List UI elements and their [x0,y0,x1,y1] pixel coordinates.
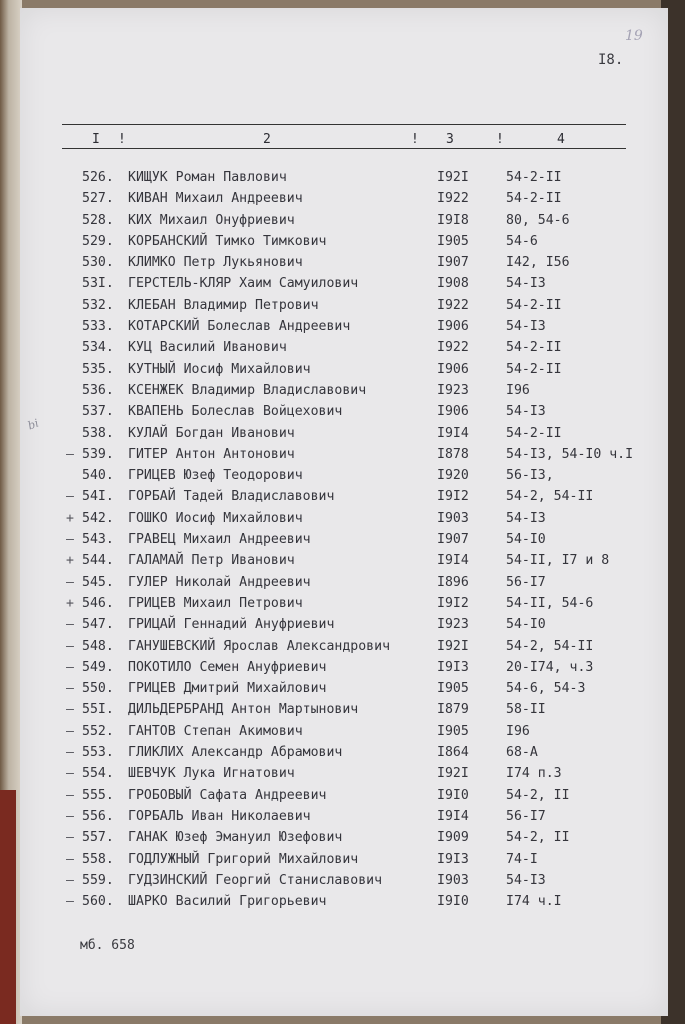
entry-number: 548. [82,638,114,654]
row-mark: — [66,723,74,739]
margin-pencil-note: bi [26,416,41,433]
entry-number: 528. [82,212,114,228]
birth-year: I920 [437,468,469,484]
list-item [0,468,685,489]
birth-year: I906 [437,361,469,377]
birth-year: I92I [437,766,469,782]
person-name: ГРОБОВЫЙ Сафата Андреевич [128,787,327,803]
entry-number: 538. [82,425,114,441]
person-name: ДИЛЬДЕРБРАНД Антон Мартынович [128,702,359,718]
list-item [0,213,685,234]
list-item [0,319,685,340]
person-name: КЛЕБАН Владимир Петрович [128,297,319,313]
person-name: КИВАН Михаил Андреевич [128,191,303,207]
entry-number: 54I. [82,489,114,505]
row-mark: — [66,830,74,846]
reference: 58-II [506,702,546,718]
birth-year: I906 [437,319,469,335]
list-item [0,702,685,723]
entry-number: 546. [82,595,114,611]
birth-year: I905 [437,723,469,739]
reference: 56-I3, [506,468,554,484]
person-name: КИХ Михаил Онуфриевич [128,212,295,228]
list-item [0,276,685,297]
list-item [0,745,685,766]
reference: 54-I3, 54-I0 ч.I [506,446,634,462]
birth-year: I9I3 [437,851,469,867]
list-item [0,255,685,276]
row-mark: — [66,787,74,803]
entry-number: 560. [82,894,114,910]
entry-number: 533. [82,319,114,335]
page-number: I8. [598,52,624,68]
column-header-1: I [92,132,100,147]
person-name: ГАНАК Юзеф Эмануил Юзефович [128,830,343,846]
list-item [0,426,685,447]
person-name: ГОРБАЙ Тадей Владиславович [128,489,335,505]
reference: 54-2-II [506,170,562,185]
reference: 54-2, 54-II [506,489,594,505]
birth-year: I9I0 [437,894,469,910]
entry-number: 558. [82,851,114,867]
reference: 54-6 [506,233,538,249]
column-header-4: 4 [557,132,565,147]
person-name: ПОКОТИЛО Семен Ануфриевич [128,659,327,675]
reference: 54-I3 [506,404,546,420]
entry-number: 547. [82,617,114,633]
person-name: ГРИЦЕВ Юзеф Теодорович [128,468,303,484]
birth-year: I907 [437,532,469,548]
list-item [0,575,685,596]
reference: 54-2, II [506,787,570,803]
person-name: КОТАРСКИЙ Болеслав Андреевич [128,319,351,335]
entry-number: 540. [82,468,114,484]
entry-number: 532. [82,297,114,313]
list-item [0,532,685,553]
row-mark: + [66,510,74,526]
row-mark: — [66,894,74,910]
birth-year: I905 [437,681,469,697]
person-name: КУЛАЙ Богдан Иванович [128,425,295,441]
person-name: ГЕРСТЕЛЬ-КЛЯР Хаим Самуилович [128,276,359,292]
row-mark: — [66,446,74,462]
birth-year: I864 [437,745,469,761]
list-item [0,852,685,873]
reference: 54-II, 54-6 [506,595,594,611]
row-mark: — [66,489,74,505]
list-item [0,809,685,830]
reference: 54-I0 [506,532,546,548]
row-mark: + [66,595,74,611]
reference: 54-I3 [506,872,546,888]
birth-year: I922 [437,191,469,207]
list-item [0,553,685,574]
list-item [0,404,685,425]
reference: 56-I7 [506,808,546,824]
row-mark: — [66,617,74,633]
person-name: КУТНЫЙ Иосиф Михайлович [128,361,311,377]
birth-year: I903 [437,510,469,526]
reference: I74 п.3 [506,766,562,782]
reference: I96 [506,382,530,398]
row-mark: — [66,681,74,697]
column-header-2: 2 [263,132,271,147]
birth-year: I923 [437,382,469,398]
list-item [0,170,685,191]
birth-year: I9I2 [437,595,469,611]
birth-year: I903 [437,872,469,888]
list-item [0,681,685,702]
column-separator: ! [496,132,504,147]
entries-list [0,170,685,915]
row-mark: — [66,808,74,824]
reference: 54-6, 54-3 [506,681,586,697]
reference: 54-I3 [506,510,546,526]
list-item [0,617,685,638]
row-mark: — [66,574,74,590]
birth-year: I9I0 [437,787,469,803]
entry-number: 535. [82,361,114,377]
column-header-3: 3 [446,132,454,147]
birth-year: I923 [437,617,469,633]
list-item [0,724,685,745]
person-name: КОРБАНСКИЙ Тимко Тимкович [128,233,327,249]
person-name: ГОДЛУЖНЫЙ Григорий Михайлович [128,851,359,867]
list-item [0,340,685,361]
birth-year: I9I3 [437,659,469,675]
reference: 56-I7 [506,574,546,590]
person-name: ГОШКО Иосиф Михайлович [128,510,303,526]
footer-text: мб. 658 [80,938,135,953]
person-name: КСЕНЖЕК Владимир Владиславович [128,382,367,398]
reference: I42, I56 [506,255,570,271]
row-mark: — [66,745,74,761]
birth-year: I907 [437,255,469,271]
entry-number: 555. [82,787,114,803]
birth-year: I896 [437,574,469,590]
pencil-page-number: 19 [625,28,643,44]
list-item [0,894,685,915]
entry-number: 549. [82,659,114,675]
reference: 74-I [506,851,538,867]
list-item [0,191,685,212]
entry-number: 536. [82,382,114,398]
list-item [0,234,685,255]
person-name: ГУЛЕР Николай Андреевич [128,574,311,590]
header-rule-top [62,124,626,125]
birth-year: I908 [437,276,469,292]
list-item [0,788,685,809]
birth-year: I92I [437,170,469,185]
entry-number: 543. [82,532,114,548]
row-mark: — [66,532,74,548]
list-item [0,596,685,617]
list-item [0,489,685,510]
reference: 20-I74, ч.3 [506,659,594,675]
reference: I96 [506,723,530,739]
birth-year: I9I4 [437,808,469,824]
birth-year: I922 [437,340,469,356]
entry-number: 530. [82,255,114,271]
reference: 54-I3 [506,319,546,335]
reference: 54-2, 54-II [506,638,594,654]
entry-number: 529. [82,233,114,249]
list-item [0,873,685,894]
entry-number: 557. [82,830,114,846]
row-mark: — [66,851,74,867]
entry-number: 526. [82,170,114,185]
reference: 54-2-II [506,297,562,313]
reference: 68-А [506,745,538,761]
reference: 54-I0 [506,617,546,633]
person-name: ГЛИКЛИХ Александр Абрамович [128,745,343,761]
list-item [0,660,685,681]
person-name: ГРИЦАЙ Геннадий Ануфриевич [128,617,335,633]
person-name: ГАЛАМАЙ Петр Иванович [128,553,295,569]
list-item [0,511,685,532]
list-item [0,298,685,319]
entry-number: 542. [82,510,114,526]
entry-number: 556. [82,808,114,824]
entry-number: 545. [82,574,114,590]
reference: 54-2, II [506,830,570,846]
birth-year: I9I2 [437,489,469,505]
reference: 54-2-II [506,191,562,207]
list-item [0,362,685,383]
reference: 54-2-II [506,340,562,356]
entry-number: 55I. [82,702,114,718]
person-name: ШАРКО Василий Григорьевич [128,894,327,910]
birth-year: I909 [437,830,469,846]
header-rule-bottom [62,148,626,149]
birth-year: I906 [437,404,469,420]
person-name: ГАНТОВ Степан Акимович [128,723,303,739]
entry-number: 539. [82,446,114,462]
person-name: ГРИЦЕВ Михаил Петрович [128,595,303,611]
person-name: КИЩУК Роман Павлович [128,170,287,185]
entry-number: 553. [82,745,114,761]
person-name: ГАНУШЕВСКИЙ Ярослав Александрович [128,638,391,654]
entry-number: 534. [82,340,114,356]
list-item [0,766,685,787]
reference: 54-2-II [506,361,562,377]
person-name: КЛИМКО Петр Лукьянович [128,255,303,271]
entry-number: 552. [82,723,114,739]
entry-number: 544. [82,553,114,569]
list-item [0,383,685,404]
person-name: КВАПЕНЬ Болеслав Войцехович [128,404,343,420]
person-name: ГОРБАЛЬ Иван Николаевич [128,808,311,824]
birth-year: I9I4 [437,553,469,569]
person-name: ГРАВЕЦ Михаил Андреевич [128,532,311,548]
person-name: ГРИЦЕВ Дмитрий Михайлович [128,681,327,697]
birth-year: I905 [437,233,469,249]
row-mark: + [66,553,74,569]
reference: 80, 54-6 [506,212,570,228]
list-item [0,639,685,660]
birth-year: I92I [437,638,469,654]
birth-year: I9I4 [437,425,469,441]
column-separator: ! [118,132,126,147]
person-name: ГУДЗИНСКИЙ Георгий Станиславович [128,872,383,888]
row-mark: — [66,766,74,782]
reference: 54-I3 [506,276,546,292]
row-mark: — [66,659,74,675]
entry-number: 53I. [82,276,114,292]
birth-year: I878 [437,446,469,462]
entry-number: 550. [82,681,114,697]
birth-year: I9I8 [437,212,469,228]
row-mark: — [66,872,74,888]
reference: 54-2-II [506,425,562,441]
list-item [0,830,685,851]
entry-number: 537. [82,404,114,420]
row-mark: — [66,702,74,718]
entry-number: 559. [82,872,114,888]
row-mark: — [66,638,74,654]
column-separator: ! [411,132,419,147]
person-name: КУЦ Василий Иванович [128,340,287,356]
person-name: ШЕВЧУК Лука Игнатович [128,766,295,782]
entry-number: 554. [82,766,114,782]
birth-year: I879 [437,702,469,718]
person-name: ГИТЕР Антон Антонович [128,446,295,462]
entry-number: 527. [82,191,114,207]
birth-year: I922 [437,297,469,313]
reference: 54-II, I7 и 8 [506,553,610,569]
list-item [0,447,685,468]
reference: I74 ч.I [506,894,562,910]
